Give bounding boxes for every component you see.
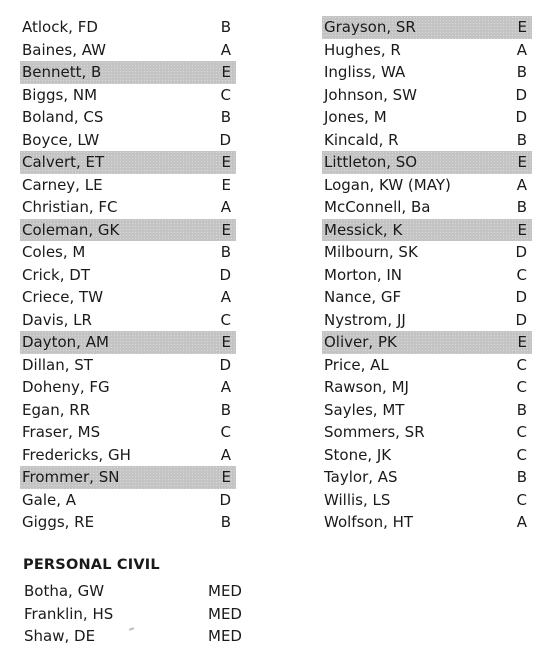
entry-name: Rawson, MJ — [324, 378, 409, 396]
highlighted-entry-row — [20, 466, 236, 489]
entry-row — [20, 399, 236, 422]
entry-row — [20, 196, 236, 219]
entry-grade: B — [516, 468, 527, 486]
entry-row — [22, 580, 262, 603]
entry-grade: E — [221, 468, 231, 486]
entry-grade: D — [219, 355, 231, 374]
entry-name: Fraser, MS — [22, 423, 101, 441]
entry-grade: B — [220, 108, 231, 126]
entry-name: Shaw, DE — [24, 627, 96, 645]
highlighted-entry-row — [322, 16, 532, 39]
entry-grade: C — [516, 378, 527, 396]
entry-name: Boyce, LW — [22, 130, 100, 149]
entry-name: Egan, RR — [22, 400, 91, 419]
entry-row — [20, 174, 236, 197]
entry-name: Davis, LR — [22, 310, 92, 329]
entry-name: Grayson, SR — [324, 18, 416, 36]
entry-grade: B — [220, 400, 231, 419]
entry-grade: A — [220, 445, 231, 464]
entry-grade: A — [220, 198, 231, 216]
entry-grade: D — [219, 130, 231, 149]
entry-grade: C — [516, 445, 527, 464]
entry-row — [322, 39, 532, 62]
entry-name: Price, AL — [324, 355, 389, 374]
entry-row — [322, 421, 532, 444]
entry-grade: D — [515, 288, 527, 306]
entry-grade: C — [220, 423, 231, 441]
entry-grade: A — [516, 513, 527, 531]
entry-grade: B — [220, 513, 231, 531]
entry-row — [20, 241, 236, 264]
entry-row — [20, 264, 236, 287]
entry-grade: C — [220, 85, 231, 104]
entry-name: Nance, GF — [324, 288, 402, 306]
entry-row — [20, 84, 236, 107]
entry-grade: D — [515, 243, 527, 261]
entry-name: Atlock, FD — [22, 18, 98, 36]
personal-civil-heading: PERSONAL CIVIL — [23, 557, 160, 573]
entry-row — [322, 444, 532, 467]
entry-row — [20, 444, 236, 467]
entry-grade: B — [516, 130, 527, 149]
entry-row — [22, 603, 262, 626]
entry-grade: C — [516, 355, 527, 374]
entry-grade: B — [220, 18, 231, 36]
entry-row — [322, 286, 532, 309]
entry-grade: MED — [208, 604, 242, 623]
entry-name: Crick, DT — [22, 265, 90, 284]
entry-row — [322, 129, 532, 152]
entry-row — [322, 106, 532, 129]
entry-row — [322, 376, 532, 399]
entry-grade: D — [515, 85, 527, 104]
entry-name: Bennett, B — [22, 63, 102, 81]
entry-name: Coleman, GK — [22, 220, 120, 239]
entry-name: Carney, LE — [22, 175, 103, 194]
entry-name: Coles, M — [22, 243, 86, 261]
entry-row — [20, 129, 236, 152]
entry-name: Messick, K — [324, 220, 403, 239]
entry-grade: B — [516, 63, 527, 81]
entry-row — [20, 286, 236, 309]
entry-grade: E — [221, 175, 231, 194]
entry-row — [322, 61, 532, 84]
entry-grade: E — [517, 333, 527, 351]
entry-name: Calvert, ET — [22, 153, 105, 171]
entry-grade: A — [220, 40, 231, 59]
entry-grade: E — [517, 220, 527, 239]
entry-grade: E — [221, 220, 231, 239]
entry-name: Jones, M — [324, 108, 387, 126]
entry-row — [322, 84, 532, 107]
entry-row — [322, 196, 532, 219]
entry-row — [322, 489, 532, 512]
entry-row — [20, 511, 236, 534]
right-name-column — [322, 16, 532, 534]
entry-grade: E — [221, 333, 231, 351]
entry-row — [20, 39, 236, 62]
entry-name: Oliver, PK — [324, 333, 397, 351]
entry-name: Dillan, ST — [22, 355, 93, 374]
entry-name: Johnson, SW — [324, 85, 418, 104]
entry-grade: MED — [208, 582, 242, 600]
entry-name: Kincald, R — [324, 130, 399, 149]
highlighted-entry-row — [322, 151, 532, 174]
entry-grade: D — [219, 490, 231, 509]
entry-grade: MED — [208, 627, 242, 645]
entry-name: Christian, FC — [22, 198, 118, 216]
entry-name: Biggs, NM — [22, 85, 98, 104]
entry-name: Ingliss, WA — [324, 63, 406, 81]
entry-name: Boland, CS — [22, 108, 104, 126]
entry-name: Dayton, AM — [22, 333, 109, 351]
entry-grade: E — [221, 63, 231, 81]
entry-name: Littleton, SO — [324, 153, 418, 171]
entry-grade: C — [516, 490, 527, 509]
highlighted-entry-row — [20, 331, 236, 354]
entry-row — [322, 399, 532, 422]
entry-row — [22, 625, 262, 648]
entry-grade: A — [516, 40, 527, 59]
highlighted-entry-row — [322, 331, 532, 354]
left-name-column — [20, 16, 236, 534]
entry-row — [322, 309, 532, 332]
entry-grade: D — [219, 265, 231, 284]
entry-name: Fredericks, GH — [22, 445, 131, 464]
entry-grade: C — [516, 265, 527, 284]
entry-name: Baines, AW — [22, 40, 107, 59]
entry-name: Doheny, FG — [22, 378, 110, 396]
entry-row — [20, 421, 236, 444]
entry-name: Gale, A — [22, 490, 77, 509]
entry-name: Sayles, MT — [324, 400, 405, 419]
entry-grade: D — [515, 108, 527, 126]
entry-name: Criece, TW — [22, 288, 104, 306]
entry-name: Frommer, SN — [22, 468, 120, 486]
entry-grade: B — [220, 243, 231, 261]
entry-row — [20, 106, 236, 129]
entry-name: Sommers, SR — [324, 423, 425, 441]
entry-grade: B — [516, 400, 527, 419]
entry-name: Hughes, R — [324, 40, 401, 59]
entry-grade: D — [515, 310, 527, 329]
entry-grade: B — [516, 198, 527, 216]
entry-name: Franklin, HS — [24, 604, 114, 623]
entry-grade: A — [220, 378, 231, 396]
entry-row — [20, 489, 236, 512]
personal-civil-list — [22, 580, 262, 648]
entry-row — [322, 511, 532, 534]
entry-row — [322, 241, 532, 264]
entry-grade: E — [517, 153, 527, 171]
entry-grade: A — [516, 175, 527, 194]
entry-row — [322, 466, 532, 489]
entry-name: Stone, JK — [324, 445, 392, 464]
entry-grade: E — [517, 18, 527, 36]
entry-row — [322, 264, 532, 287]
entry-row — [322, 174, 532, 197]
entry-name: Logan, KW (MAY) — [324, 175, 451, 194]
entry-row — [20, 376, 236, 399]
entry-name: Giggs, RE — [22, 513, 95, 531]
highlighted-entry-row — [20, 151, 236, 174]
entry-row — [20, 354, 236, 377]
entry-row — [20, 16, 236, 39]
entry-grade: A — [220, 288, 231, 306]
entry-grade: C — [516, 423, 527, 441]
highlighted-entry-row — [20, 219, 236, 242]
entry-row — [322, 354, 532, 377]
entry-name: Willis, LS — [324, 490, 391, 509]
entry-grade: C — [220, 310, 231, 329]
entry-name: Milbourn, SK — [324, 243, 418, 261]
entry-name: Morton, IN — [324, 265, 403, 284]
highlighted-entry-row — [322, 219, 532, 242]
entry-name: McConnell, Ba — [324, 198, 431, 216]
entry-row — [20, 309, 236, 332]
entry-grade: E — [221, 153, 231, 171]
entry-name: Taylor, AS — [324, 468, 398, 486]
entry-name: Nystrom, JJ — [324, 310, 406, 329]
highlighted-entry-row — [20, 61, 236, 84]
entry-name: Wolfson, HT — [324, 513, 414, 531]
entry-name: Botha, GW — [24, 582, 105, 600]
